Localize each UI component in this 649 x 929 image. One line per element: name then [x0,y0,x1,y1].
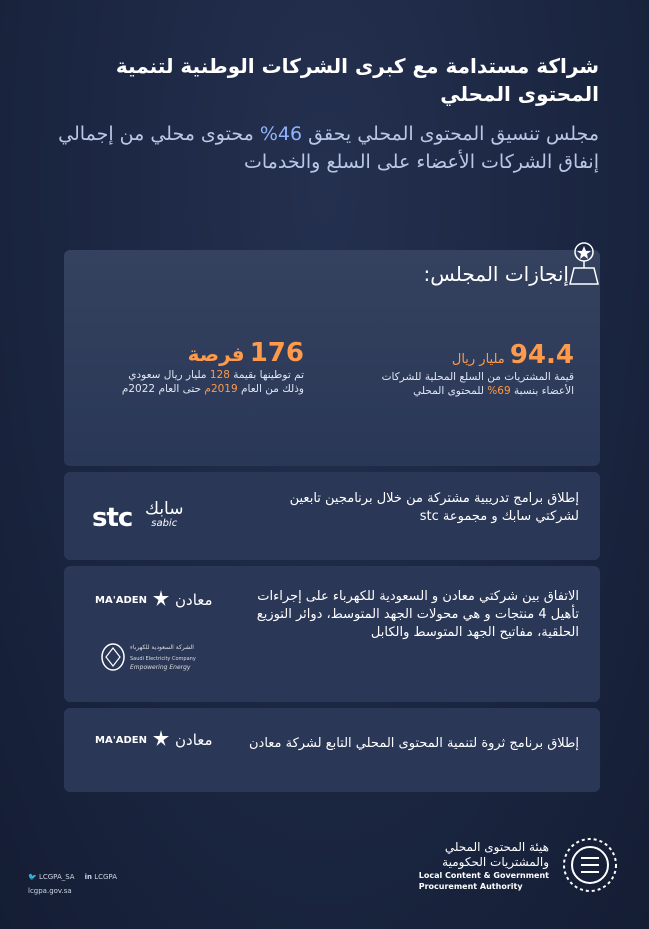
subline [39,120,599,176]
stat-desc-highlight-2: 2019م [204,383,238,395]
authority-name [419,840,549,892]
authority-en-line1: Local Content & Government [418,871,549,880]
website-link[interactable]: lcgpa.gov.sa [28,887,72,895]
stat-desc: قيمة المشتريات من السلع المحلية للشركات الأعضاء بنسبة [381,371,574,397]
sec-logo-ar: الشركة السعودية للكهرباء [130,644,194,651]
twitter-handle: LCGPA_SA [38,873,75,881]
subline-highlight: 46% [259,123,303,145]
linkedin-handle: LCGPA [94,873,117,881]
authority-ar-line1: هيئة المحتوى المحلي [444,840,549,854]
authority-emblem-icon [561,836,619,894]
card-training-text: إطلاق برامج تدريبية مشتركة من خلال برنامجين تابعين لشركتي سابك و مجموعة stc [289,491,579,524]
linkedin-link[interactable] [85,873,117,881]
maaden-logo-en: MA'ADEN [95,594,147,606]
authority-ar-line2: والمشتريات الحكومية [442,855,549,869]
subline-part1: مجلس تنسيق المحتوى المحلي يحقق [308,123,599,145]
subline-part2: محتوى محلي من إجمالي إنفاق الشركات الأعضاء على السلع والخدمات [58,123,599,173]
twitter-link[interactable] [28,873,75,881]
stat-desc-mid: مليار ريال سعودي وذلك من العام [128,369,304,395]
sabic-logo-ar: سابك [145,499,184,519]
card-agreement-text: الاتفاق بين شركتي معادن و السعودية للكهرباء على إجراءات تأهيل 4 منتجات و هي محولات الجهد المتوسط، دوائر التوزيع الحلقية، مفاتيح الجهد المتوسط والكابل [256,589,579,640]
maaden-logo-2 [95,730,213,750]
maaden-logo-en: MA'ADEN [95,734,147,746]
sec-logo [100,642,230,682]
authority-en-line2: Procurement Authority [418,882,523,891]
sec-logo-en: Saudi Electricity Company [130,656,196,662]
trophy-icon [564,238,604,288]
maaden-logo-ar: معادن [175,731,213,749]
stat-unit: فرصة [187,342,245,366]
stat-opportunities [104,338,304,396]
sec-emblem-icon [100,642,126,672]
achievements-title: إنجازات المجلس: [423,262,569,286]
stat-desc-end: حتى العام 2022م [121,383,202,395]
twitter-icon: 🐦 [28,873,37,881]
stat-unit: مليار ريال [451,352,505,367]
sec-logo-tagline: Empowering Energy [130,664,191,671]
maaden-star-icon [153,730,169,750]
stat-desc: تم توطينها بقيمة [233,369,304,381]
stat-number: 176 [249,338,304,368]
linkedin-icon: in [84,873,92,881]
stat-desc-end: للمحتوى المحلي [413,385,484,397]
social-links [28,873,117,895]
sabic-logo [145,500,183,529]
stc-logo: stc [92,503,133,533]
stat-desc-highlight: 69% [487,385,511,397]
stat-purchases [374,340,574,398]
maaden-logo-ar: معادن [175,591,213,609]
maaden-star-icon [153,590,169,610]
stat-number: 94.4 [509,340,574,370]
maaden-logo [95,590,213,610]
stat-desc-highlight: 128 [209,369,230,381]
headline: شراكة مستدامة مع كبرى الشركات الوطنية لتنمية المحتوى المحلي [115,54,599,106]
sabic-logo-en: sabic [151,518,178,529]
card-tharwa-text: إطلاق برنامج ثروة لتنمية المحتوى المحلي التابع لشركة معادن [248,736,579,751]
